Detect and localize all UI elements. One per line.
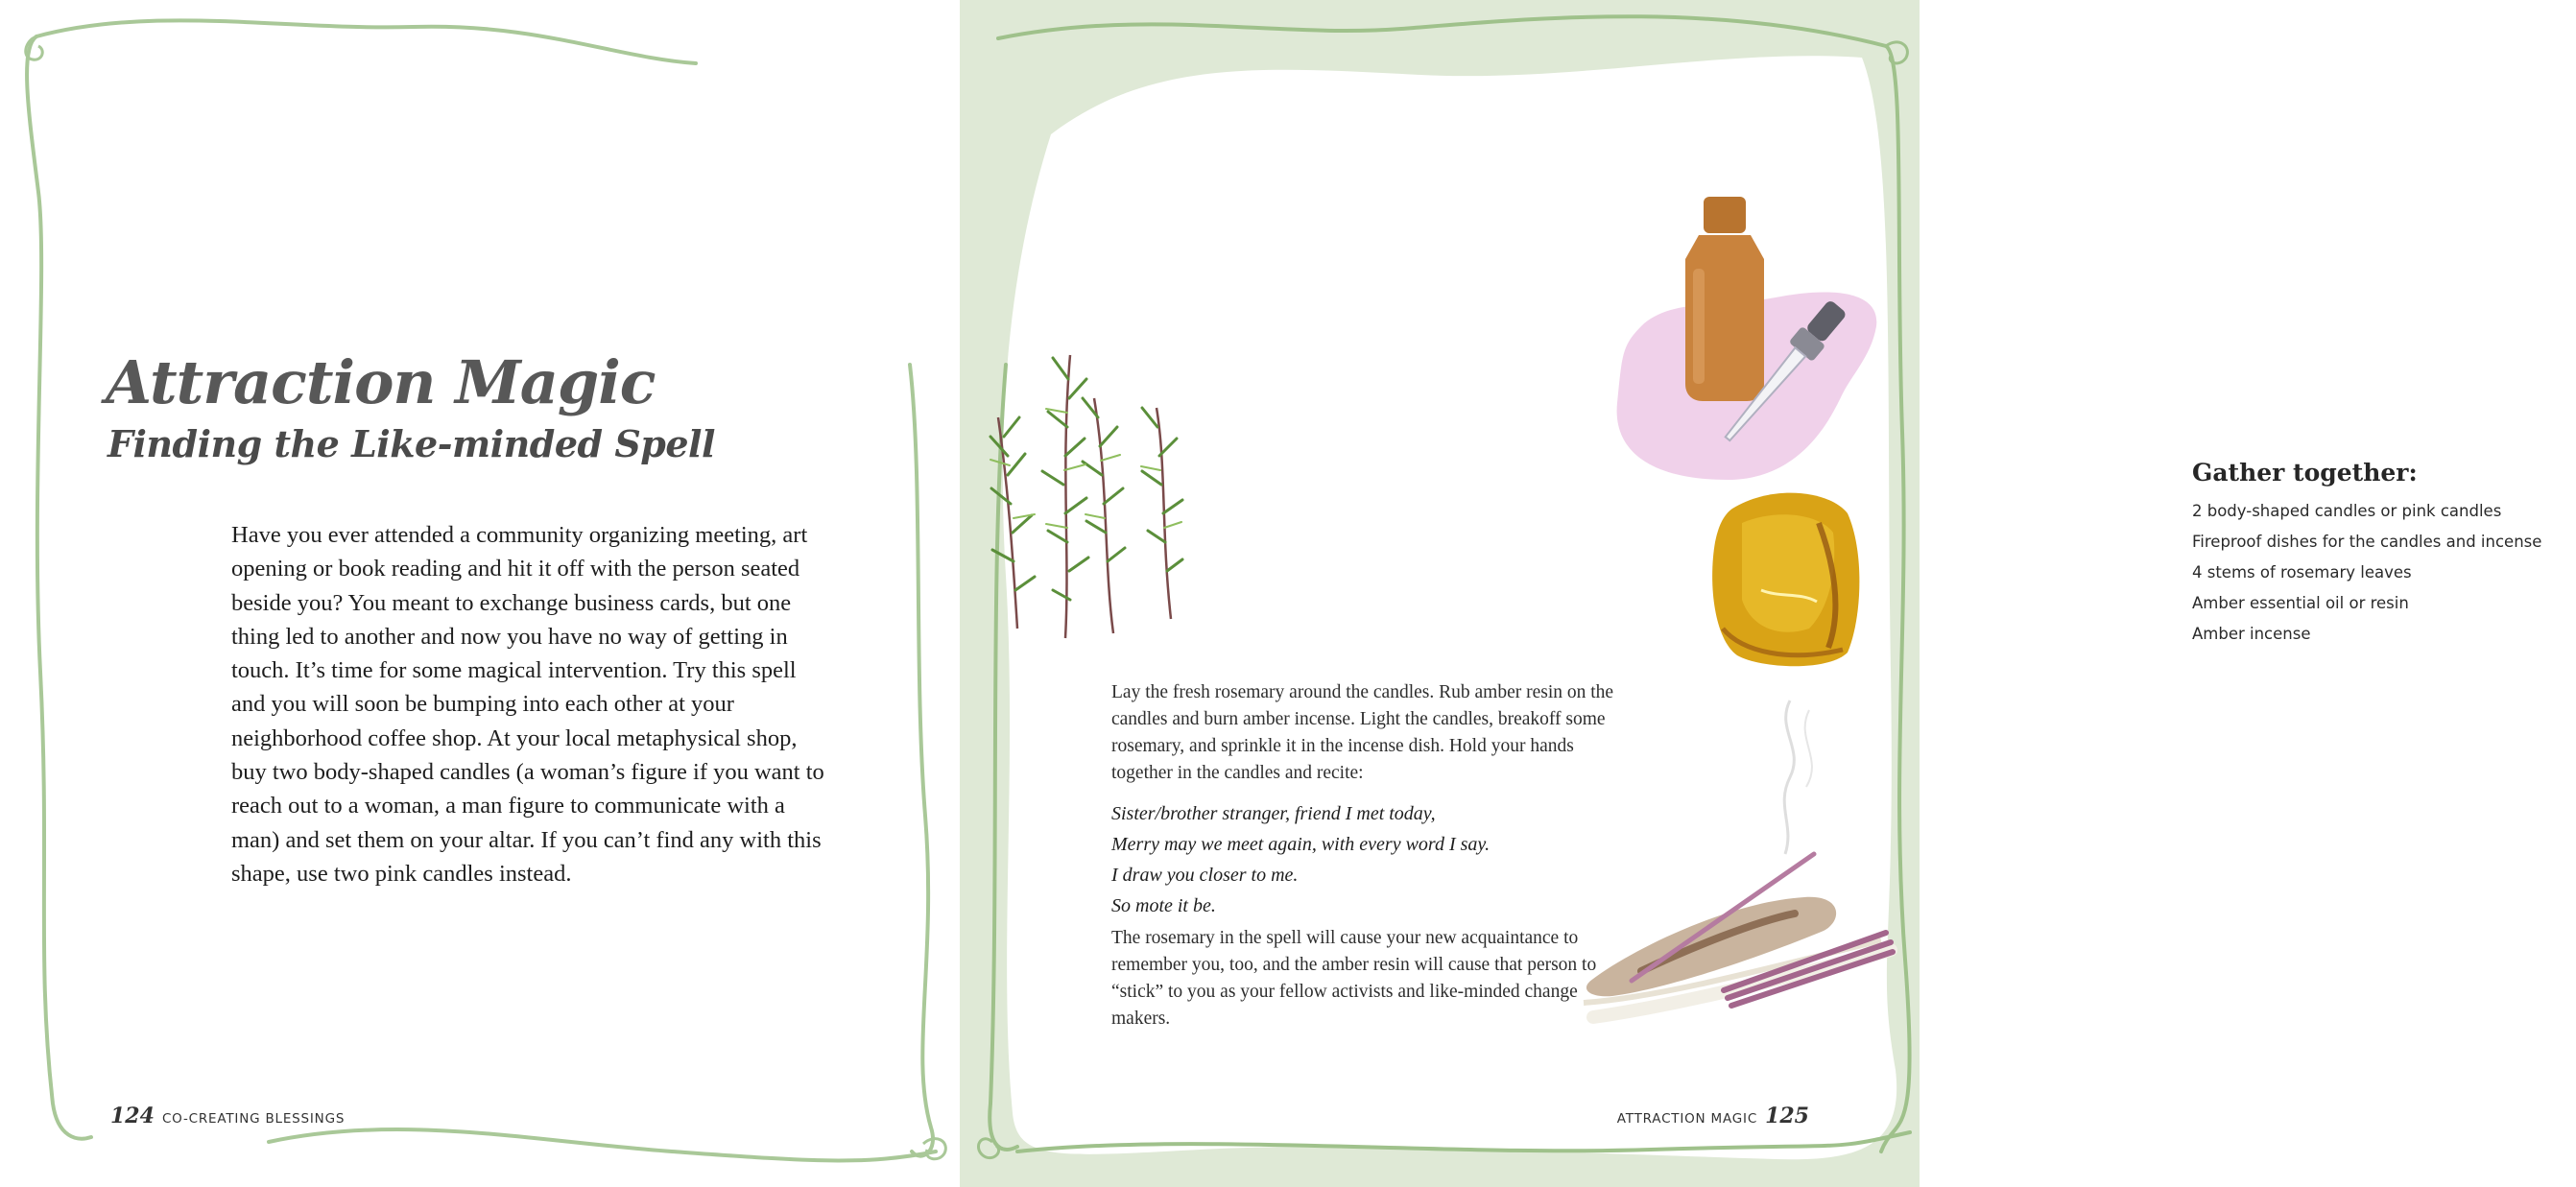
instructions-paragraph: Lay the fresh rosemary around the candles. Rub amber resin on the candles and burn amber incense. Light the candles, breakoff some rosemary, and sprinkle it in the incense dish. Hold your hands together in the candles and recite: xyxy=(1111,682,1614,783)
chant-line: So mote it be. xyxy=(1111,895,1216,916)
amber-oil-bottle-illustration xyxy=(1612,192,1891,480)
amber-resin-illustration xyxy=(1704,485,1867,672)
rosemary-sprigs-illustration xyxy=(979,341,1209,643)
ingredient-item: 4 stems of rosemary leaves xyxy=(2192,563,2412,582)
ingredient-item: Amber essential oil or resin xyxy=(2192,594,2409,612)
page-number-right: 125 xyxy=(1765,1104,1809,1128)
chant-line: I draw you closer to me. xyxy=(1111,865,1299,886)
chant-verse xyxy=(1111,798,1630,921)
running-head-left: CO-CREATING BLESSINGS xyxy=(161,1111,346,1127)
ingredient-item: Amber incense xyxy=(2192,625,2311,643)
left-folio xyxy=(110,1104,345,1132)
chant-line: Sister/brother stranger, friend I met today, xyxy=(1111,803,1436,824)
left-page xyxy=(0,0,960,1187)
page-subtitle: Finding the Like-minded Spell xyxy=(107,422,715,465)
gather-together-section xyxy=(2192,459,2576,650)
page-title: Attraction Magic xyxy=(106,347,656,417)
ingredient-item: 2 body-shaped candles or pink candles xyxy=(2192,502,2502,520)
gather-heading: Gather together: xyxy=(2192,459,2418,487)
page-number-left: 124 xyxy=(110,1104,155,1128)
chant-line: Merry may we meet again, with every word I say. xyxy=(1111,834,1491,855)
running-head-right: ATTRACTION MAGIC xyxy=(1616,1111,1758,1127)
right-page xyxy=(960,0,2542,1187)
intro-paragraph: Have you ever attended a community organizing meeting, art opening or book reading and hit it off with the person seated beside you? You meant to exchange business cards, but one thing led to another and now you have no way of getting in touch. It’s time for some magical intervention. Try this spell and you will soon be bumping into each other at your neighborhood coffee shop. At your local metaphysical shop, buy two body-shaped candles (a woman’s figure if you want to reach out to a woman, a man figure to communicate with a man) and set them on your altar. If you can’t find any with this shape, use two pink candles instead. xyxy=(231,522,824,887)
right-folio xyxy=(1617,1104,1809,1132)
closing-paragraph: The rosemary in the spell will cause your new acquaintance to remember you, too, and the amber resin will cause that person to “stick” to you as your fellow activists and like-minded change makers. xyxy=(1111,928,1597,1029)
ingredient-list xyxy=(2192,496,2576,650)
ingredient-item: Fireproof dishes for the candles and incense xyxy=(2192,533,2542,551)
